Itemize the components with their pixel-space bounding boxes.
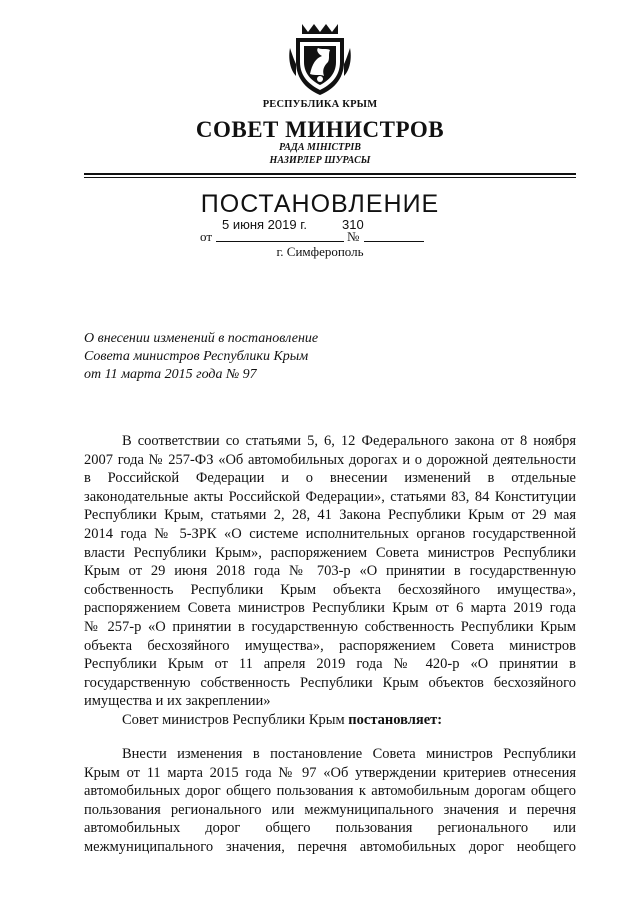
text-line: Крым от 11 марта 2015 года № 97 «Об утверждении критериев отнесения <box>84 764 576 781</box>
text-line: В соответствии со статьями 5, 6, 12 Федерального закона от 8 ноября <box>122 433 576 449</box>
coat-of-arms-icon <box>288 18 352 96</box>
text-line: власти Республики Крым», распоряжением Совета министров Республики <box>84 544 576 561</box>
text-line: автомобильных дорог общего пользования регионального или <box>84 820 576 837</box>
number-sign-label: № <box>347 229 360 244</box>
text-line: Республики Крым, статьями 2, 28, 41 Закона Республики Крым от 29 мая <box>84 507 576 524</box>
header-rule-thick <box>84 173 576 175</box>
decree-date: 5 июня 2019 г. <box>222 217 307 232</box>
text-line: Крым от 29 июня 2018 года № 703-р «О принятии в государственную <box>84 563 576 580</box>
council-name: СОВЕТ МИНИСТРОВ <box>195 117 445 142</box>
preamble-paragraph <box>84 432 576 711</box>
text-line: законодательные акты Российской Федерации», статьями 83, 84 Конституции <box>84 488 576 505</box>
text-line: собственность Республики Крым объекта бесхозяйного имущества», <box>84 581 576 598</box>
text-line: Внести изменения в постановление Совета министров Республики <box>122 746 576 762</box>
text-line: 2007 года № 257-ФЗ «Об автомобильных дорогах и о дорожной деятельности <box>84 451 576 468</box>
text-line: распоряжением Совета министров Республики Крым от 6 марта 2019 года <box>84 600 576 617</box>
council-name-crimean-tatar: НАЗИРЛЕР ШУРАСЫ <box>269 155 371 166</box>
date-underline <box>216 241 344 242</box>
text-line: 2014 года № 5-ЗРК «О системе исполнительных органов государственной <box>84 525 576 542</box>
text-line <box>84 711 576 730</box>
text-line: объекта бесхозяйного имущества», распоряжением Совета министров <box>84 637 576 654</box>
number-underline <box>364 241 424 242</box>
subject-line: от 11 марта 2015 года № 97 <box>84 367 257 382</box>
text-line: Республики Крым от 11 апреля 2019 года № 420-р «О принятии в <box>84 656 576 673</box>
council-name-ukrainian: РАДА МІНІСТРІВ <box>279 142 361 153</box>
amendment-paragraph <box>84 745 576 857</box>
resolution-lead-text: Совет министров Республики Крым <box>122 712 349 728</box>
republic-name: РЕСПУБЛИКА КРЫМ <box>262 99 378 110</box>
text-line: межмуниципального значения, перечня автомобильных дорог необщего <box>84 838 576 855</box>
date-label: от <box>200 229 213 244</box>
subject-line: Совета министров Республики Крым <box>84 349 309 364</box>
text-line: автомобильных дорог общего пользования к автомобильным дорогам общего <box>84 783 576 800</box>
header-rule-thin <box>84 177 576 178</box>
resolution-paragraph <box>84 711 576 730</box>
text-line: в Российской Федерации и о внесении изменений в отдельные <box>84 470 576 487</box>
decree-number: 310 <box>342 217 364 232</box>
decree-subject <box>84 330 318 384</box>
subject-line: О внесении изменений в постановление <box>84 331 319 346</box>
text-line: государственную собственность Республики Крым объектов бесхозяйного <box>84 674 576 691</box>
document-type-title: ПОСТАНОВЛЕНИЕ <box>200 190 440 218</box>
resolves-keyword: постановляет: <box>348 712 443 728</box>
text-line: № 257-р «О принятии в государственную собственность Республики Крым <box>84 618 576 635</box>
text-line: имущества и их закреплении» <box>84 693 271 710</box>
text-line: пользования регионального или межмуниципального значения и перечня <box>84 801 576 818</box>
city-name: г. Симферополь <box>276 244 364 259</box>
